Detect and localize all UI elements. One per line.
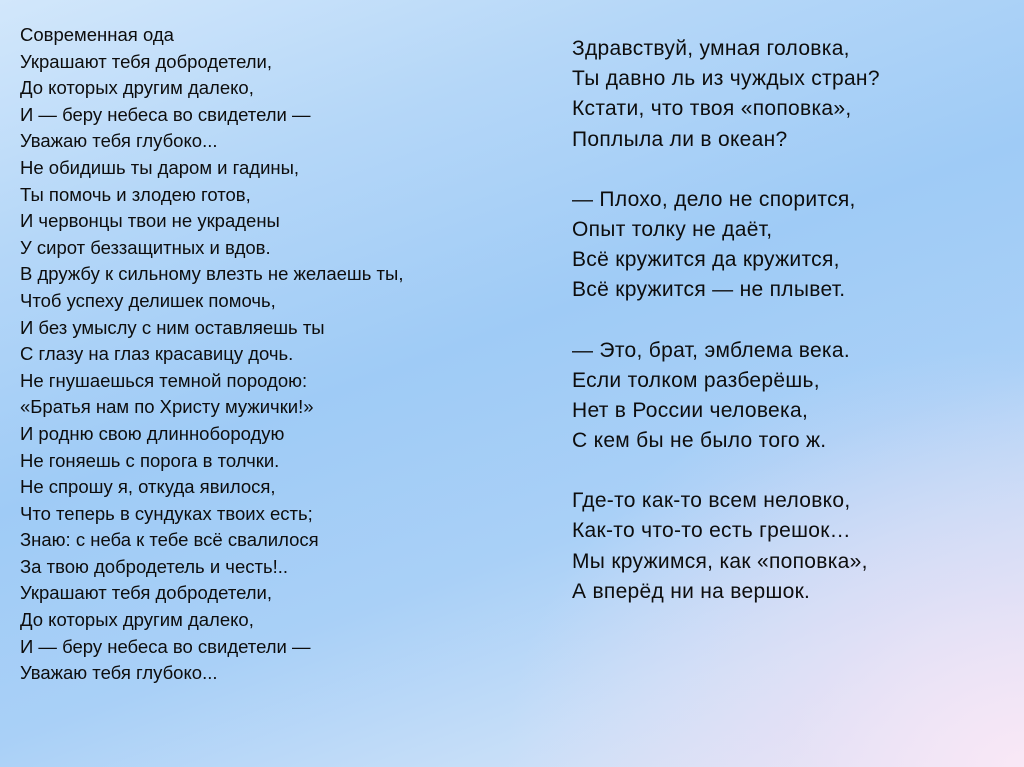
poem-line: Если толком разберёшь, xyxy=(572,368,820,392)
poem-line: Не гоняешь с порога в толчки. xyxy=(20,449,280,471)
poem-line: Опыт толку не даёт, xyxy=(572,217,773,241)
stanza-gap xyxy=(572,155,1002,185)
poem-line: Украшают тебя добродетели, xyxy=(20,582,273,604)
poem-line: Мы кружимся, как «поповка», xyxy=(572,549,868,573)
poem-line: С глазу на глаз красавицу дочь. xyxy=(20,343,294,365)
poem-line: Ты давно ль из чуждых стран? xyxy=(572,67,880,91)
poem-line: — Плохо, дело не спорится, xyxy=(572,187,856,211)
poem-line: С кем бы не было того ж. xyxy=(572,429,827,453)
poem-line: Всё кружится — не плывет. xyxy=(572,278,846,302)
poem-line: Здравствуй, умная головка, xyxy=(572,37,850,60)
poem-line: Где-то как-то всем неловко, xyxy=(572,489,851,513)
poem-line: «Братья нам по Христу мужички!» xyxy=(20,396,314,418)
right-poem xyxy=(572,34,1002,607)
poem-line: Не гнушаешься темной породою: xyxy=(20,369,308,391)
poem-line: Уважаю тебя глубоко... xyxy=(20,662,218,684)
poem-line: Уважаю тебя глубоко... xyxy=(20,130,218,152)
stanza xyxy=(572,486,1002,607)
poem-line: Всё кружится да кружится, xyxy=(572,248,840,272)
poem-line: За твою добродетель и честь!.. xyxy=(20,555,289,577)
poem-line: Знаю: с неба к тебе всё свалилося xyxy=(20,529,319,551)
poem-line: И — беру небеса во свидетели — xyxy=(20,103,311,125)
poem-line: Ты помочь и злодею готов, xyxy=(20,183,251,205)
poem-line: У сирот беззащитных и вдов. xyxy=(20,236,271,258)
poem-line: Не спрошу я, откуда явилося, xyxy=(20,476,276,498)
poem-line: И родню свою длиннобородую xyxy=(20,422,285,444)
poem-line: Поплыла ли в океан? xyxy=(572,127,788,151)
poem-title: Современная ода xyxy=(20,24,174,45)
left-poem xyxy=(20,22,540,687)
stanza-gap xyxy=(572,456,1002,486)
poem-line: Кстати, что твоя «поповка», xyxy=(572,97,852,121)
poem-line: Украшают тебя добродетели, xyxy=(20,50,273,72)
poem-line: И — беру небеса во свидетели — xyxy=(20,635,311,657)
stanza xyxy=(572,34,1002,155)
poem-line: А вперёд ни на вершок. xyxy=(572,579,811,603)
poem-line: Чтоб успеху делишек помочь, xyxy=(20,289,276,311)
poem-line: Нет в России человека, xyxy=(572,398,809,422)
poem-line: В дружбу к сильному влезть не желаешь ты, xyxy=(20,263,404,285)
poem-line: — Это, брат, эмблема века. xyxy=(572,338,850,362)
stanza xyxy=(572,336,1002,457)
stanza-gap xyxy=(572,306,1002,336)
poem-line: Не обидишь ты даром и гадины, xyxy=(20,156,300,178)
poem-line: До которых другим далеко, xyxy=(20,77,254,99)
poem-line: Что теперь в сундуках твоих есть; xyxy=(20,502,313,524)
poem-line: И без умыслу с ним оставляешь ты xyxy=(20,316,325,338)
poem-line: И червонцы твои не украдены xyxy=(20,210,280,232)
stanza xyxy=(572,185,1002,306)
poem-line: Как-то что-то есть грешок… xyxy=(572,519,851,543)
poem-line: До которых другим далеко, xyxy=(20,609,254,631)
